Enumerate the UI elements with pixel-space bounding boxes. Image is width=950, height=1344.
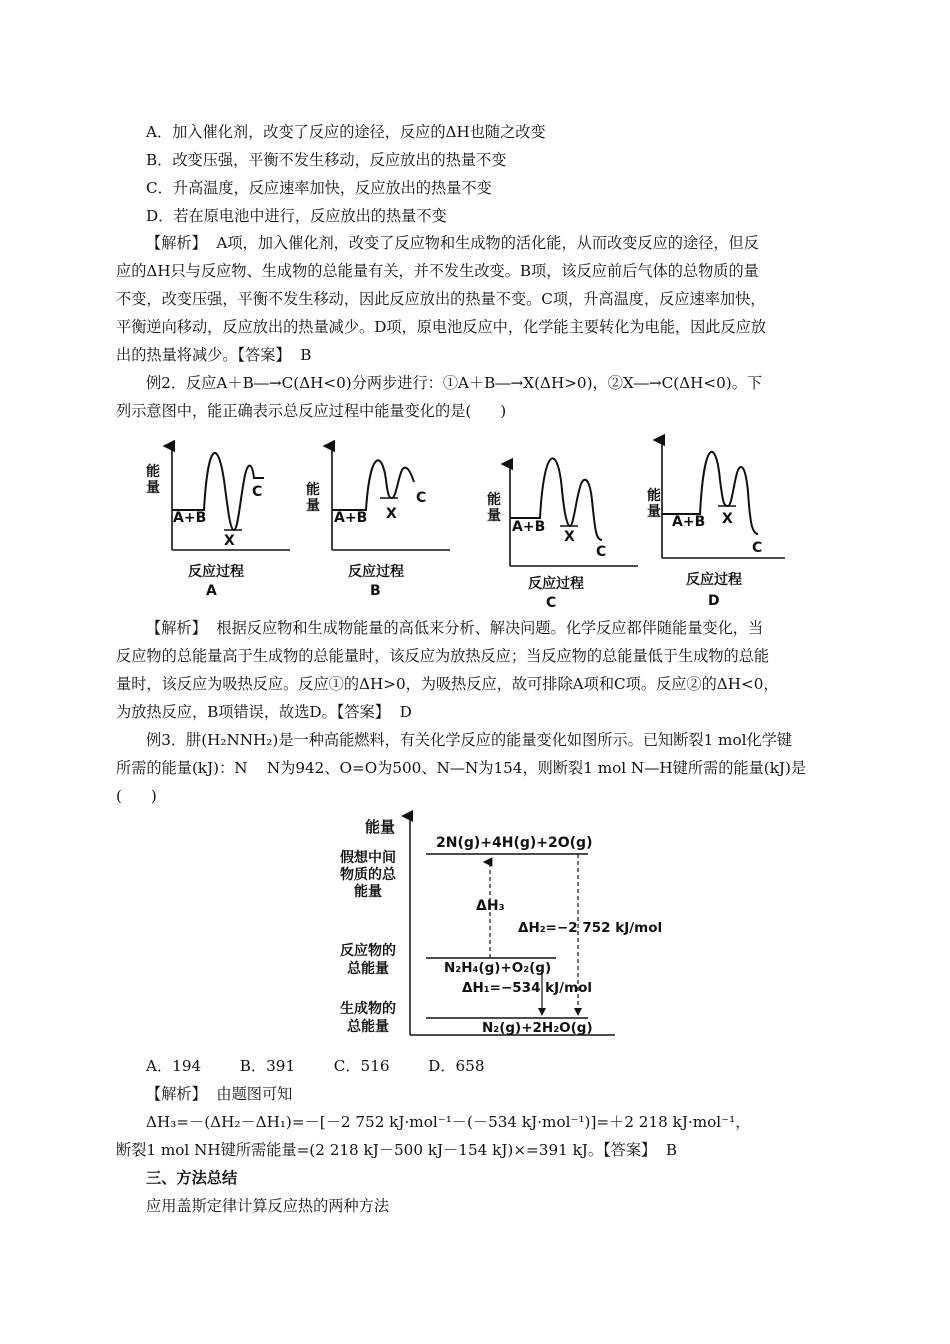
- graph-b-reactant-label: A+B: [334, 510, 368, 526]
- ex3-analysis-line: 【解析】 由题图可知: [146, 1085, 293, 1103]
- graph-b-intermediate-label: X: [386, 506, 397, 522]
- graph-d-panel-label: D: [708, 593, 720, 609]
- graph-d-x-label: 反应过程: [686, 572, 742, 588]
- ex3-bottom-side-line: 总能量: [347, 1019, 389, 1035]
- ex3-middle-level-label: N₂H₄(g)+O₂(g): [444, 960, 552, 976]
- graph-d: [662, 440, 785, 558]
- graph-c-panel-label: C: [546, 595, 557, 611]
- ex3-options: A．194 B．391 C．516 D．658: [146, 1057, 485, 1075]
- ex3-bottom-level-label: N₂(g)+2H₂O(g): [482, 1020, 593, 1036]
- ex3-dh2-label: ΔH₂=−2 752 kJ/mol: [518, 920, 663, 936]
- ex3-question-line: 所需的能量(kJ)：N N为942、O=O为500、N—N为154，则断裂1 mol N—H键所需的能量(kJ)是: [116, 759, 807, 777]
- graph-b-x-label: 反应过程: [348, 564, 404, 580]
- graph-a-x-label: 反应过程: [188, 564, 244, 580]
- ex3-middle-side-label: [340, 942, 396, 978]
- ex3-dh1-label: ΔH₁=−534 kJ/mol: [462, 980, 593, 996]
- ex2-question-line: 例2．反应A＋B―→C(ΔH<0)分两步进行：①A＋B―→X(ΔH>0)，②X―→C(ΔH<0)。下: [146, 374, 763, 392]
- q1-analysis-line: 出的热量将减少。【答案】 B: [116, 346, 312, 364]
- ex2-analysis-line: 反应物的总能量高于生成物的总能量时，该反应为放热反应；当反应物的总能量低于生成物的总能: [116, 647, 770, 665]
- q1-option-c: C．升高温度，反应速率加快，反应放出的热量不变: [146, 179, 492, 197]
- graph-a-y-label: 能量: [146, 464, 160, 496]
- q1-analysis-line: 【解析】 A项，加入催化剂，改变了反应物和生成物的活化能，从而改变反应的途径，但反: [146, 234, 759, 252]
- q1-analysis-line: 应的ΔH只与反应物、生成物的总能量有关，并不发生改变。B项，该反应前后气体的总物质的量: [116, 262, 759, 280]
- section-text: 应用盖斯定律计算反应热的两种方法: [146, 1197, 389, 1215]
- q1-option-a: A．加入催化剂，改变了反应的途径，反应的ΔH也随之改变: [146, 123, 546, 141]
- q1-option-d: D．若在原电池中进行，反应放出的热量不变: [146, 207, 447, 225]
- graph-c-reactant-label: A+B: [512, 519, 546, 535]
- ex3-bottom-side-label: [340, 1000, 396, 1036]
- ex3-dh3-label: ΔH₃: [476, 898, 505, 914]
- graph-a-panel-label: A: [206, 583, 217, 599]
- ex3-question-line: 例3．肼(H₂NNH₂)是一种高能燃料，有关化学反应的能量变化如图所示。已知断裂1 mol化学键: [146, 731, 793, 749]
- graph-d-reactant-label: A+B: [672, 514, 706, 530]
- ex2-analysis-line: 量时，该反应为吸热反应。反应①的ΔH>0，为吸热反应，故可排除A项和C项。反应②的ΔH<0，: [116, 675, 779, 693]
- ex3-top-side-label: [340, 850, 396, 901]
- ex3-middle-side-line: 总能量: [347, 961, 389, 977]
- graph-a-reactant-label: A+B: [173, 510, 207, 526]
- ex3-analysis-line: 断裂1 mol NH键所需能量=(2 218 kJ－500 kJ－154 kJ)×=391 kJ。【答案】 B: [116, 1141, 678, 1159]
- graph-d-y-label: 能量: [647, 488, 661, 520]
- q1-analysis-line: 不变，改变压强，平衡不发生移动，因此反应放出的热量不变。C项，升高温度，反应速率加快，: [116, 290, 766, 308]
- graph-c: [510, 458, 638, 566]
- ex3-y-label: 能量: [365, 818, 396, 836]
- graph-d-product-label: C: [752, 540, 763, 556]
- graph-b-panel-label: B: [370, 583, 381, 599]
- graph-c-x-label: 反应过程: [528, 576, 584, 592]
- graph-b: [332, 446, 450, 550]
- ex3-bottom-side-line: 生成物的: [340, 1001, 396, 1017]
- q1-option-b: B．改变压强，平衡不发生移动，反应放出的热量不变: [146, 151, 507, 169]
- q1-analysis-line: 平衡逆向移动，反应放出的热量减少。D项，原电池反应中，化学能主要转化为电能，因此反应放: [116, 318, 767, 336]
- ex3-middle-side-line: 反应物的: [340, 943, 396, 959]
- ex3-top-side-line: 假想中间: [340, 850, 396, 866]
- ex3-analysis-line: ΔH₃=－(ΔH₂－ΔH₁)=－[－2 752 kJ·mol⁻¹－(－534 kJ·mol⁻¹)]=＋2 218 kJ·mol⁻¹，: [146, 1113, 751, 1131]
- ex2-analysis-line: 为放热反应，B项错误，故选D。【答案】 D: [116, 703, 412, 721]
- graph-c-product-label: C: [596, 544, 607, 560]
- ex2-analysis-line: 【解析】 根据反应物和生成物能量的高低来分析、解决问题。化学反应都伴随能量变化，当: [146, 619, 764, 637]
- graph-a-product-label: C: [252, 484, 263, 500]
- graph-c-intermediate-label: X: [564, 529, 575, 545]
- graph-a-intermediate-label: X: [224, 533, 235, 549]
- section-title: 三、方法总结: [146, 1169, 238, 1187]
- ex3-question-line: ( ): [116, 787, 157, 805]
- graph-d-intermediate-label: X: [722, 511, 733, 527]
- ex2-question-line: 列示意图中，能正确表示总反应过程中能量变化的是( ): [116, 402, 507, 420]
- ex3-top-side-line: 能量: [354, 884, 382, 900]
- ex3-top-level-label: 2N(g)+4H(g)+2O(g): [436, 835, 593, 851]
- graph-b-y-label: 能量: [306, 482, 320, 514]
- graph-b-product-label: C: [416, 490, 427, 506]
- ex3-top-side-line: 物质的总: [340, 867, 396, 883]
- graph-c-y-label: 能量: [487, 492, 501, 524]
